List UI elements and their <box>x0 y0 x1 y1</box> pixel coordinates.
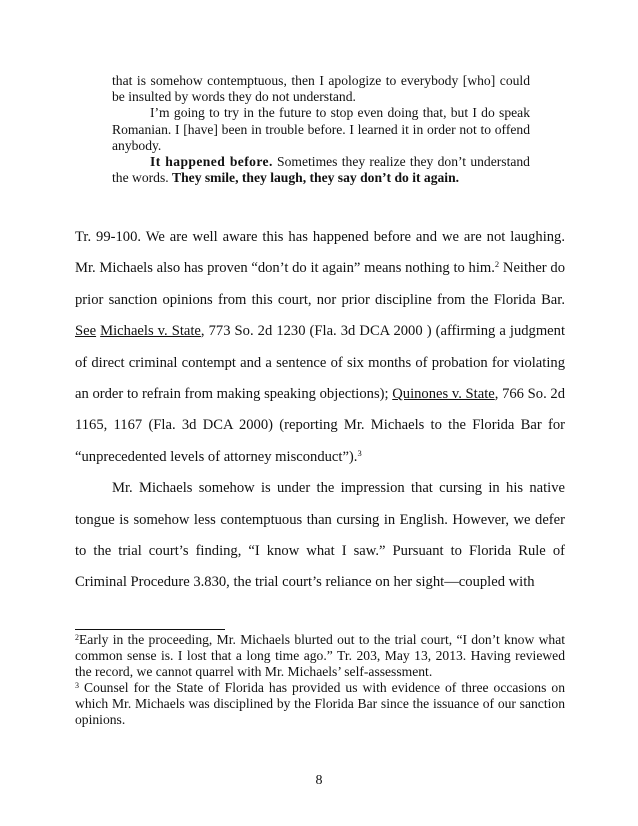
block-quote <box>112 73 530 186</box>
quote-paragraph-3 <box>112 154 530 186</box>
footnotes <box>75 632 565 729</box>
body-text-segment: Tr. 99-100. We are well aware this has happened before and we are not laughing. Mr. Michaels also has proven “don’t do it again” means nothing to him. <box>75 229 565 277</box>
signal-see: See <box>75 323 97 340</box>
footnote-2 <box>75 632 565 680</box>
case-name-quinones: Quinones v. State <box>392 386 495 403</box>
footnote-mark-3: 3 <box>75 681 79 691</box>
quote-paragraph-1: that is somehow contemptuous, then I apologize to everybody [who] could be insulted by words they do not understand. <box>112 73 530 105</box>
footnote-mark-2: 2 <box>75 633 79 642</box>
footnote-separator <box>75 629 225 630</box>
case-citation-quinones: , 766 So. 2d 1165, 1167 (Fla. 3d DCA 2000) (reporting Mr. Michaels to the Florida Bar for “unprecedented levels of attorney misconduct”). <box>75 386 565 465</box>
quote-bold-phrase-1: It happened before. <box>150 154 273 170</box>
page-number: 8 <box>315 773 323 788</box>
footnote-2-text: Early in the proceeding, Mr. Michaels blurted out to the trial court, “I don’t know what common sense is. I lost that a long time ago.” Tr. 203, May 13, 2013. Having reviewed the record, we cannot quarrel with Mr. Michaels’ self-assessment. <box>75 632 565 680</box>
quote-paragraph-2: I’m going to try in the future to stop even doing that, but I do speak Romanian. I [have] been in trouble before. I learned it in order not to offend anybody. <box>112 105 530 153</box>
footnote-3-text: Counsel for the State of Florida has provided us with evidence of three occasions on which Mr. Michaels was disciplined by the Florida Bar since the issuance of our sanction opinions. <box>75 680 565 728</box>
case-citation-michaels: , 773 So. 2d 1230 (Fla. 3d DCA 2000 ) (affirming a judgment of direct criminal contempt and a sentence of six months of probation for violating an order to refrain from making speaking objections); <box>75 323 566 403</box>
quote-bold-phrase-2: They smile, they laugh, they say don’t do it again. <box>172 170 460 186</box>
body-paragraph-2: Mr. Michaels somehow is under the impression that cursing in his native tongue is somehow less contemptuous than cursing in English. However, we defer to the trial court’s finding, “I know what I saw.” Pursuant to Florida Rule of Criminal Procedure 3.830, the trial court’s reliance on her sight—coupled with <box>75 480 565 591</box>
footnote-3 <box>75 680 565 728</box>
body-paragraph-1 <box>75 222 565 473</box>
body-text <box>75 222 565 599</box>
case-name-michaels: Michaels v. State <box>100 323 201 340</box>
footnote-ref-2: 2 <box>494 259 500 270</box>
quote-plain-text: Sometimes they realize they don’t understand the words. <box>112 154 530 186</box>
footnote-ref-3: 3 <box>357 447 362 458</box>
body-text-segment: Neither do prior sanction opinions from this court, nor prior discipline from the Florida Bar. <box>75 260 566 308</box>
